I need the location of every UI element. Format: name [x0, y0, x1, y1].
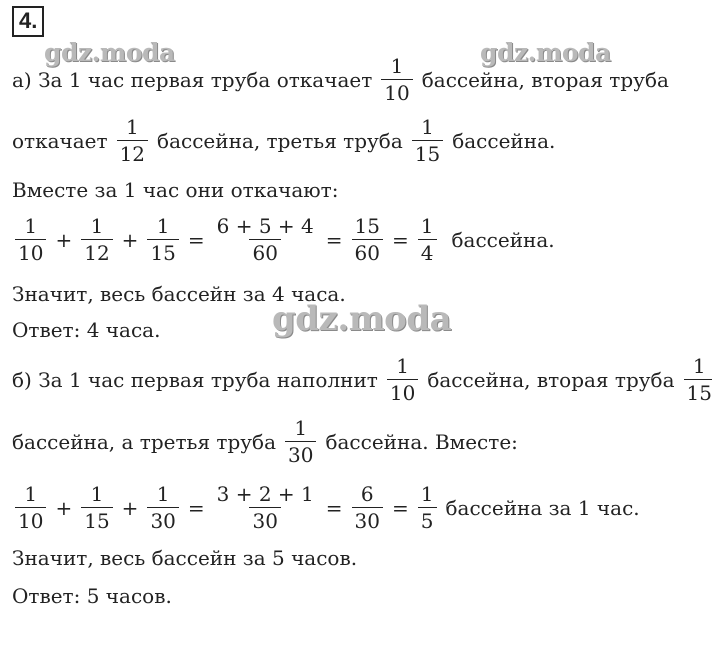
task-number: 4.	[12, 6, 44, 37]
fraction	[387, 356, 418, 403]
fraction	[147, 484, 178, 531]
watermark: gdz.moda	[272, 299, 452, 339]
denominator: 12	[117, 140, 148, 164]
denominator: 5	[418, 507, 437, 531]
text: Вместе за 1 час они откачают:	[12, 178, 339, 202]
fraction	[147, 216, 178, 263]
part-a-line-1	[12, 56, 669, 103]
part-a-line-3	[12, 180, 338, 200]
denominator: 4	[418, 239, 437, 263]
part-a-line-2	[12, 117, 555, 164]
fraction	[352, 216, 383, 263]
fraction	[352, 484, 383, 531]
numerator: 6 + 5 + 4	[216, 214, 314, 238]
denominator: 30	[285, 441, 316, 465]
numerator: 1	[294, 416, 308, 440]
text: бассейна.	[452, 128, 556, 153]
text: Значит, весь бассейн за 4 часа.	[12, 282, 346, 306]
fraction	[418, 484, 437, 531]
fraction	[81, 484, 112, 531]
text: б) За 1 час первая труба наполнит	[12, 367, 378, 392]
fraction	[15, 216, 46, 263]
denominator: 15	[81, 507, 112, 531]
equals-sign: =	[392, 227, 409, 252]
part-a-equation	[12, 216, 555, 263]
denominator: 12	[81, 239, 112, 263]
text: а) За 1 час первая труба откачает	[12, 67, 373, 92]
fraction	[418, 216, 437, 263]
part-b-line-2	[12, 418, 518, 465]
text: бассейна за 1 час.	[445, 495, 640, 520]
equals-sign: =	[187, 495, 205, 520]
denominator: 60	[352, 239, 383, 263]
numerator: 1	[421, 115, 434, 139]
text: бассейна.	[451, 227, 555, 252]
plus-sign: +	[55, 227, 73, 252]
numerator: 1	[390, 54, 404, 78]
fraction	[684, 356, 712, 403]
numerator: 1	[156, 482, 170, 506]
numerator: 1	[125, 115, 139, 139]
text: Ответ: 4 часа.	[12, 318, 161, 342]
equals-sign: =	[325, 495, 343, 520]
fraction	[15, 484, 46, 531]
fraction	[117, 117, 148, 164]
text: бассейна, а третья труба	[12, 429, 277, 454]
numerator: 1	[156, 214, 170, 238]
text: откачает	[12, 128, 108, 153]
part-b-conclusion	[12, 548, 357, 568]
plus-sign: +	[121, 227, 139, 252]
equals-sign: =	[325, 227, 343, 252]
numerator: 1	[692, 354, 706, 378]
denominator: 10	[387, 379, 418, 403]
denominator: 10	[15, 507, 46, 531]
watermark: gdz.moda	[480, 38, 611, 67]
denominator: 10	[15, 239, 46, 263]
numerator: 1	[90, 482, 104, 506]
fraction	[381, 56, 412, 103]
text: бассейна, третья труба	[157, 128, 403, 153]
denominator: 10	[381, 79, 412, 103]
plus-sign: +	[55, 495, 73, 520]
fraction	[214, 484, 317, 531]
denominator: 15	[684, 379, 712, 403]
equals-sign: =	[187, 227, 205, 252]
numerator: 15	[354, 214, 380, 238]
part-b-answer	[12, 586, 172, 606]
part-a-conclusion	[12, 284, 346, 304]
numerator: 1	[420, 214, 434, 238]
fraction	[412, 117, 443, 164]
text: бассейна, вторая труба	[421, 67, 669, 92]
numerator: 1	[24, 482, 38, 506]
fraction	[214, 216, 317, 263]
text: Ответ: 5 часов.	[12, 584, 172, 608]
equals-sign: =	[392, 495, 409, 520]
denominator: 30	[147, 507, 178, 531]
numerator: 1	[396, 354, 409, 378]
plus-sign: +	[121, 495, 139, 520]
text: бассейна, вторая труба	[427, 367, 675, 392]
numerator: 1	[24, 214, 38, 238]
denominator: 15	[147, 239, 178, 263]
denominator: 60	[249, 239, 280, 263]
part-a-answer	[12, 320, 160, 340]
numerator: 6	[360, 482, 374, 506]
numerator: 1	[420, 482, 434, 506]
part-b-line-1	[12, 356, 712, 403]
fraction	[81, 216, 112, 263]
watermark: gdz.moda	[44, 38, 175, 67]
denominator: 30	[249, 507, 280, 531]
part-b-equation	[12, 484, 640, 531]
text: бассейна. Вместе:	[325, 429, 518, 454]
denominator: 15	[412, 140, 443, 164]
denominator: 30	[352, 507, 383, 531]
numerator: 3 + 2 + 1	[216, 482, 314, 506]
numerator: 1	[90, 214, 104, 238]
text: Значит, весь бассейн за 5 часов.	[12, 546, 358, 570]
fraction	[285, 418, 316, 465]
